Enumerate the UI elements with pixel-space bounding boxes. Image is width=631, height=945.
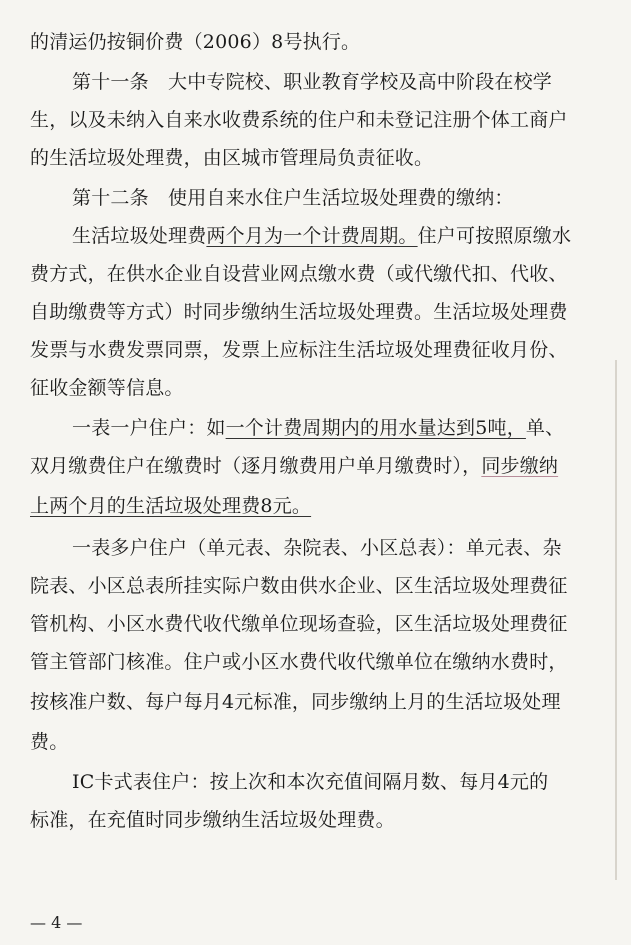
paragraph-line: 按核准户数、每户每月4元标准，同步缴纳上月的生活垃圾处理	[30, 691, 561, 713]
paragraph-line: 征收金额等信息。	[30, 377, 184, 399]
paragraph-line: 费。	[30, 731, 69, 753]
paragraph-line: 的生活垃圾处理费，由区城市管理局负责征收。	[30, 147, 434, 169]
underlined-text: 一个计费周期内的用水量达到5吨，	[225, 417, 526, 439]
paragraph-line: 院表、小区总表所挂实际户数由供水企业、区生活垃圾处理费征	[30, 575, 568, 597]
paragraph-line: 的清运仍按铜价费（2006）8号执行。	[30, 31, 361, 53]
paragraph-line: 生，以及未纳入自来水收费系统的住户和未登记注册个体工商户	[30, 109, 568, 131]
text-span: 住户可按照原缴水	[417, 225, 572, 247]
paragraph-line: 管机构、小区水费代收代缴单位现场查验，区生活垃圾处理费征	[30, 613, 568, 635]
underlined-text: 两个月为一个计费周期。	[206, 225, 418, 247]
paragraph-line	[72, 416, 564, 440]
paragraph-line: 管主管部门核准。住户或小区水费代收代缴单位在缴纳水费时，	[30, 651, 568, 673]
paragraph-line: IC卡式表住户：按上次和本次充值间隔月数、每月4元的	[72, 771, 549, 793]
text-span: 生活垃圾处理费	[72, 225, 207, 247]
paragraph-line	[30, 494, 311, 518]
text-span: 双月缴费住户在缴费时（逐月缴费用户单月缴费时），	[30, 455, 482, 477]
underlined-text: 上两个月的生活垃圾处理费8元。	[30, 495, 312, 517]
paragraph-line: 第十二条 使用自来水住户生活垃圾处理费的缴纳：	[72, 187, 514, 209]
text-span: 一表一户住户：如	[72, 417, 226, 439]
paragraph-line	[30, 454, 558, 478]
paragraph-line	[72, 224, 571, 248]
paragraph-line: 标准，在充值时同步缴纳生活垃圾处理费。	[30, 809, 395, 831]
paragraph-line: 第十一条 大中专院校、职业教育学校及高中阶段在校学	[72, 71, 553, 93]
paragraph-line: 一表多户住户（单元表、杂院表、小区总表）：单元表、杂	[72, 537, 562, 559]
paragraph-line: 自助缴费等方式）时同步缴纳生活垃圾处理费。生活垃圾处理费	[30, 301, 568, 323]
underlined-text: 同步缴纳	[481, 455, 559, 477]
text-span: 单、	[525, 417, 565, 439]
page-edge-shadow	[615, 360, 617, 880]
paragraph-line: 费方式，在供水企业自设营业网点缴水费（或代缴代扣、代收、	[30, 263, 568, 285]
page-number: — 4 —	[30, 913, 83, 932]
paragraph-line: 发票与水费发票同票，发票上应标注生活垃圾处理费征收月份、	[30, 339, 568, 361]
